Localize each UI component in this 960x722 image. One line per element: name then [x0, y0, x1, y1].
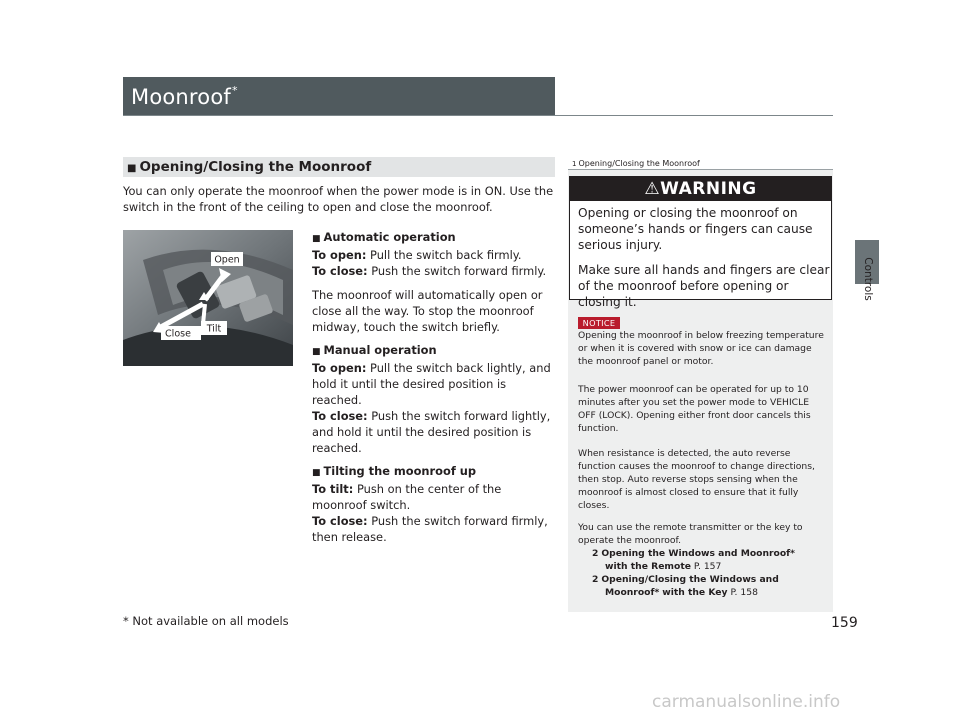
tilt-operation-block — [312, 463, 557, 545]
manual-operation-heading: ■ Manual operation — [312, 343, 437, 357]
tilt-line: To tilt: Push on the center of the moonroof switch. — [312, 482, 502, 512]
note-mark: 1 — [572, 160, 577, 168]
figure-label-open: Open — [214, 254, 240, 266]
cross-reference-key[interactable]: 2 Opening/Closing the Windows and Moonroof* with the Key P. 158 — [592, 574, 779, 598]
warning-heading: ⚠WARNING — [570, 177, 831, 201]
intro-text: You can only operate the moonroof when the power mode is in ON. Use the switch in the front of the ceiling to open and close the moonroof. — [123, 184, 554, 214]
page-title: Moonroof* — [131, 84, 238, 109]
warning-box — [569, 176, 832, 309]
note-paragraph-2: The power moonroof can be operated for up to 10 minutes after you set the power mode to VEHICLE OFF (LOCK). Opening either front door cancels this function. — [578, 384, 811, 434]
section-title: Opening/Closing the Moonroof — [139, 159, 372, 175]
tilt-operation-heading: ■ Tilting the moonroof up — [312, 464, 476, 478]
operation-instructions — [312, 229, 557, 552]
watermark: carmanualsonline.info — [652, 692, 841, 712]
title-rule — [123, 115, 833, 116]
title-footnote-star: * — [232, 84, 238, 97]
manual-operation-block — [312, 342, 557, 456]
notice-text: Opening the moonroof in below freezing temperature or when it is covered with snow or ice can damage the moonroof panel or motor. — [578, 330, 824, 367]
section-header — [123, 157, 555, 177]
figure-label-tilt: Tilt — [206, 323, 222, 335]
manual-open-line: To open: Pull the switch back lightly, and hold it until the desired position is reached. — [312, 361, 551, 407]
auto-open-line: To open: Pull the switch back firmly. — [312, 248, 522, 262]
figure-label-close: Close — [165, 328, 191, 340]
warning-text-1: Opening or closing the moonroof on someone’s hands or fingers can cause serious injury. — [578, 206, 813, 252]
note-paragraph-4: You can use the remote transmitter or the key to operate the moonroof. 2 Opening the Windows and Moonroof* with the Remote P. 157 2 Opening/Closing the Windows and Moonroof* with the Key P. 158 — [578, 521, 828, 599]
manual-close-line: To close: Push the switch forward lightly, and hold it until the desired position is reached. — [312, 409, 551, 455]
cross-reference-remote[interactable]: 2 Opening the Windows and Moonroof* with the Remote P. 157 — [592, 548, 795, 572]
automatic-operation-block — [312, 229, 557, 335]
page-number: 159 — [831, 615, 858, 631]
footnote: * Not available on all models — [123, 614, 289, 628]
tilt-close-line: To close: Push the switch forward firmly, then release. — [312, 514, 548, 544]
automatic-operation-heading: ■ Automatic operation — [312, 230, 456, 244]
sidebar-note-header: 1 Opening/Closing the Moonroof — [568, 157, 833, 170]
section-mark: ■ — [127, 163, 137, 174]
notice-badge: NOTICE — [578, 317, 620, 329]
xref-arrow-icon: 2 — [592, 548, 599, 559]
chapter-tab-label: Controls — [862, 257, 874, 301]
auto-close-line: To close: Push the switch forward firmly. — [312, 264, 547, 278]
xref-arrow-icon: 2 — [592, 574, 599, 585]
note-paragraph-3: When resistance is detected, the auto reverse function causes the moonroof to change directions, then stop. Auto reverse stops sensing when the moonroof is almost closed to ensure that it fully closes. — [578, 448, 815, 511]
moonroof-switch-illustration — [123, 230, 293, 366]
warning-text-2: Make sure all hands and fingers are clear of the moonroof before opening or closing it. — [578, 263, 830, 309]
warning-icon: ⚠ — [644, 179, 661, 199]
page-title-banner — [123, 77, 555, 115]
auto-note: The moonroof will automatically open or close all the way. To stop the moonroof midway, touch the switch briefly. — [312, 288, 543, 334]
